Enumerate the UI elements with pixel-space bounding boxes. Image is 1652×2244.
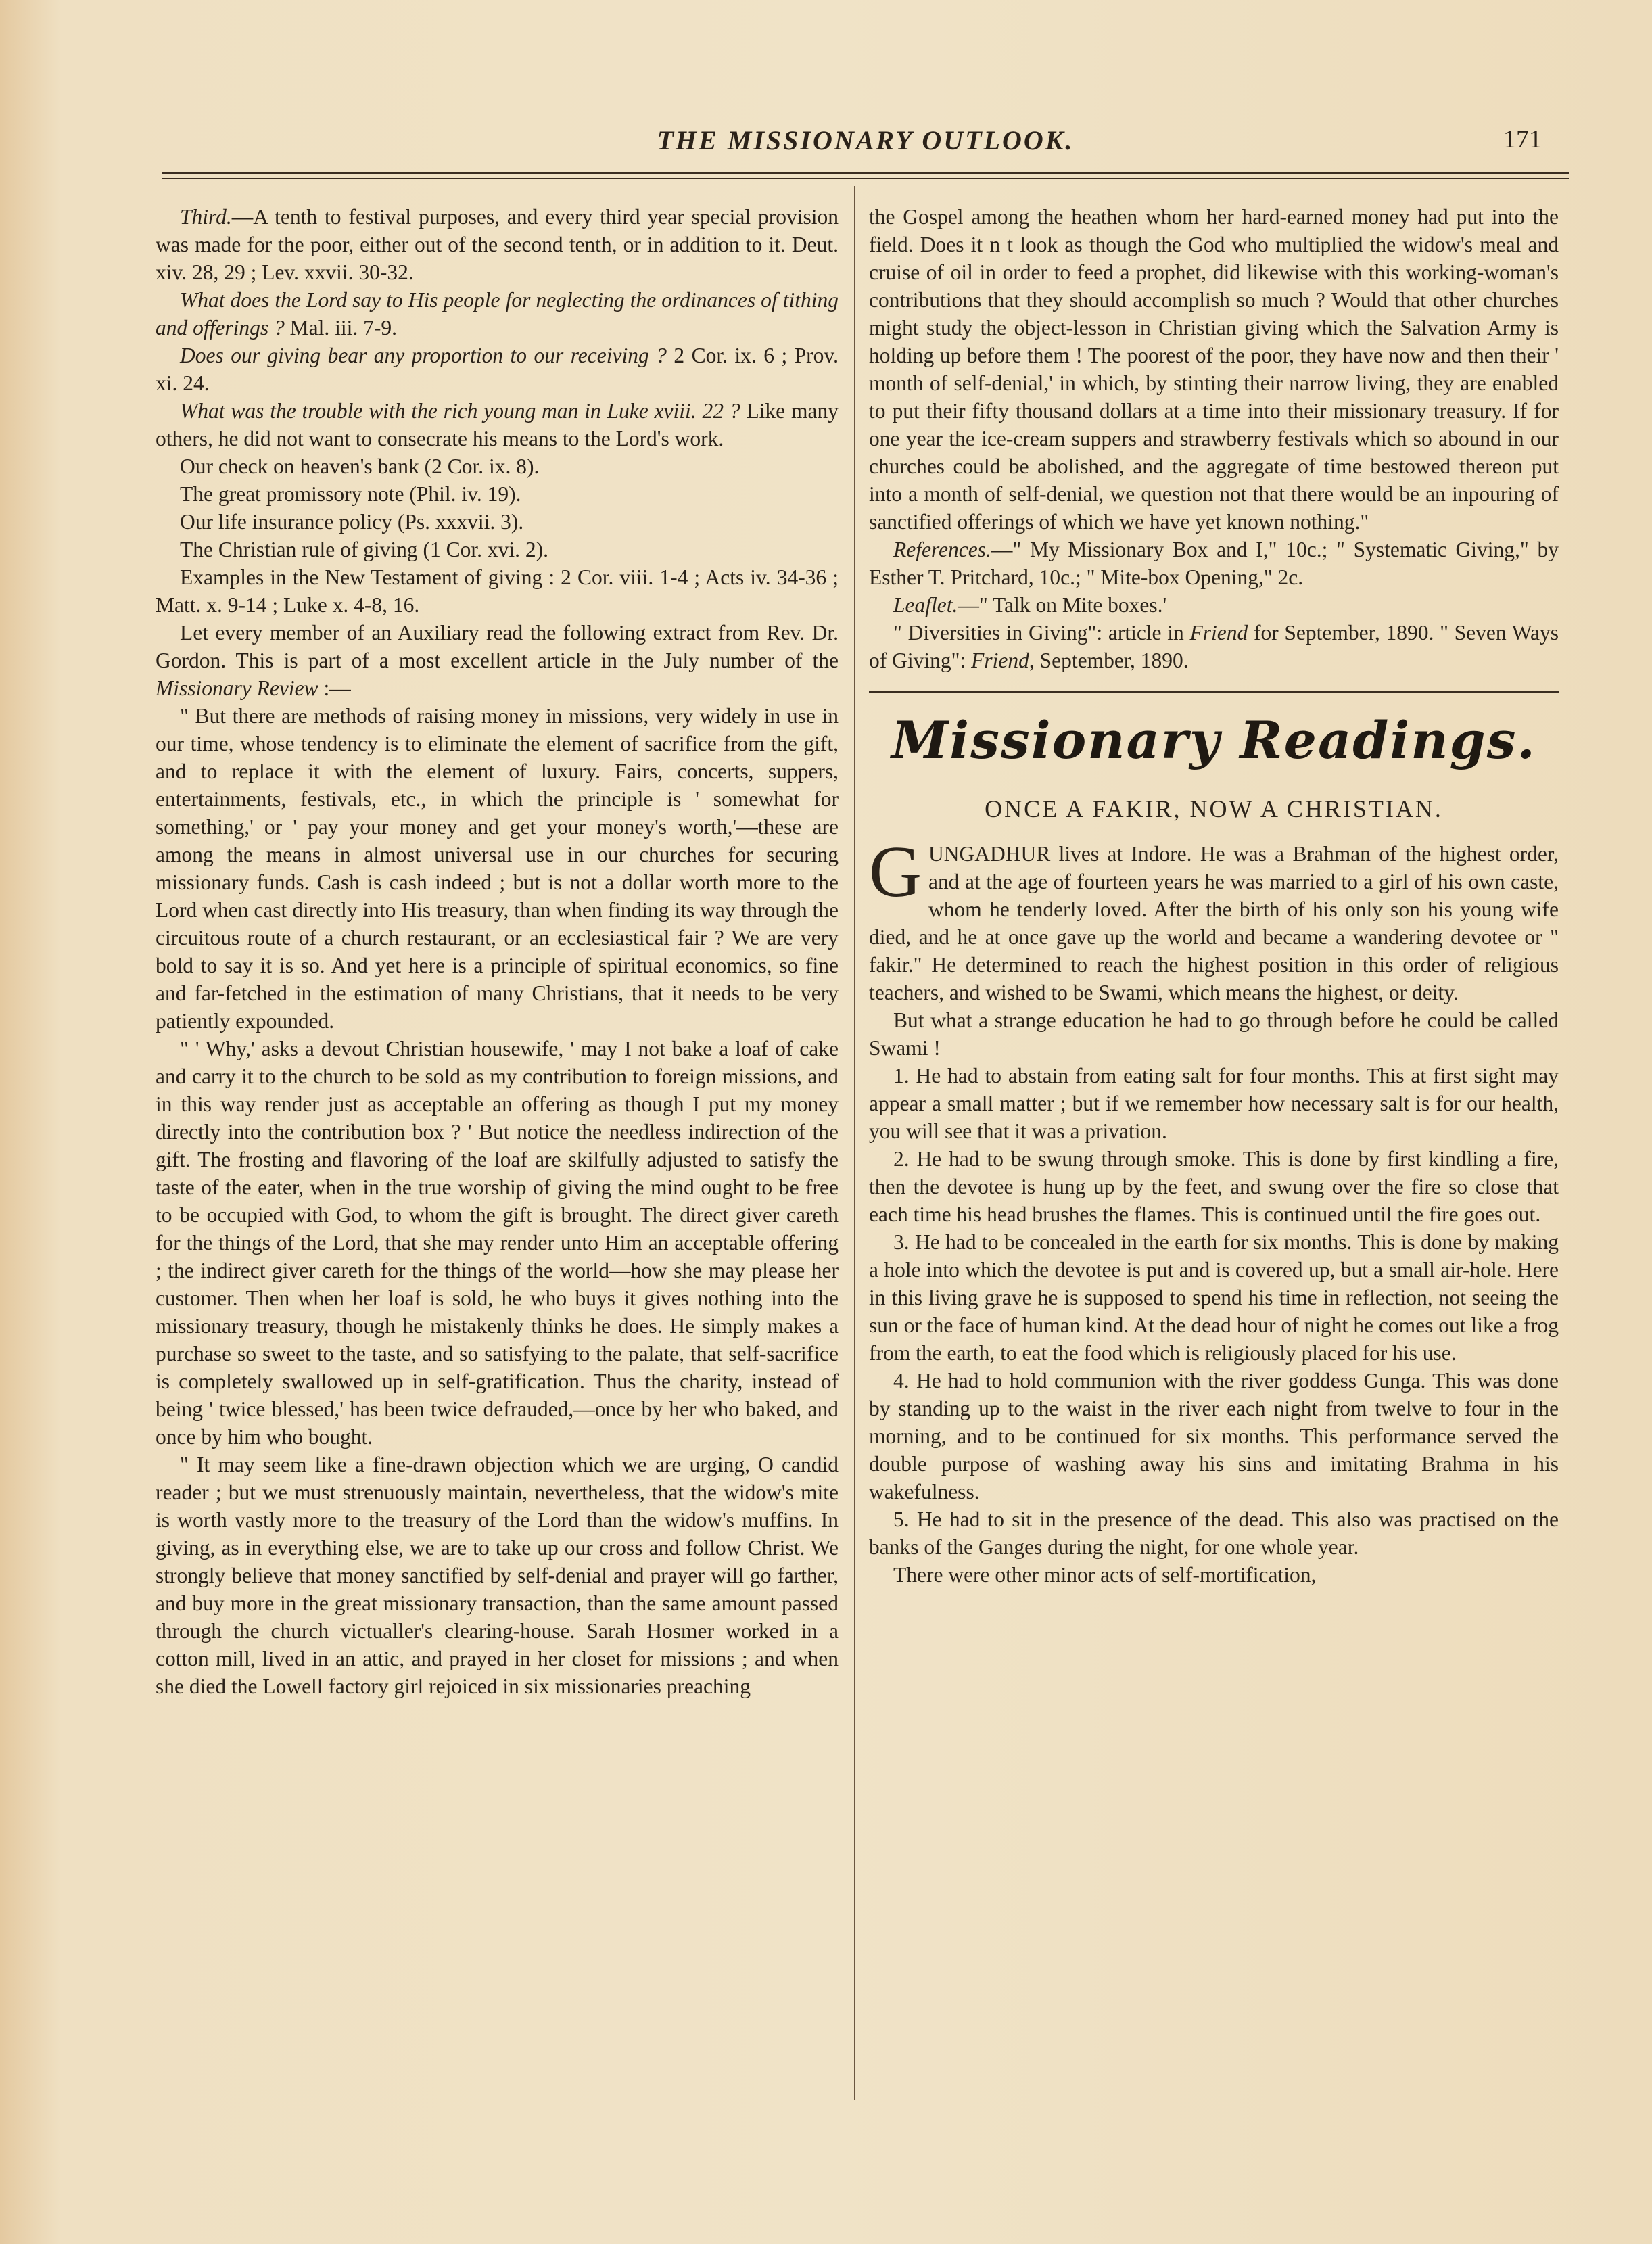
- references: [869, 536, 1559, 591]
- list-item: The Christian rule of giving (1 Cor. xvi. 2).: [180, 538, 549, 561]
- paragraph-text: UNGADHUR lives at Indore. He was a Brahman of the highest order, and at the age of fourteen years he was married to a girl of his own caste, whom he tenderly loved. After the birth of his only son his young wife died, and he at once gave up the world and became a wandering devotee or " fakir." He determined to reach the highest position in this order of religious teachers, and wished to be Swami, which means the highest, or deity.: [869, 842, 1559, 1004]
- page-number: 171: [1503, 125, 1542, 154]
- paragraph-intro: [156, 619, 839, 702]
- quoted-paragraph: " But there are methods of raising money in missions, very widely in use in our time, whose tendency is to eliminate the element of sacrifice from the gift, and to replace it with the element of luxury. Fairs, concerts, suppers, entertainments, festivals, etc., in which the principle is ' somewhat for something,' or ' pay your money and get your money's worth,'—these are among the means in almost universal use in our churches for securing missionary funds. Cash is cash indeed ; but is not a dollar worth more to the Lord when cast directly into His treasury, than when finding its way through the circuitous route of a church restaurant, or an ecclesiastical fair ? We are very bold to say it is so. And yet here is a principle of spiritual economics, so fine and far-fetched in the estimation of many Christians, that it needs to be very patiently expounded.: [156, 704, 839, 1033]
- diversities: [869, 619, 1559, 674]
- publication-name: Friend: [971, 649, 1029, 672]
- scripture-reference: Mal. iii. 7-9.: [284, 316, 398, 340]
- header-rule: [162, 172, 1569, 174]
- diversities-text: , September, 1890.: [1029, 649, 1189, 672]
- section-rule: [869, 691, 1559, 693]
- article-paragraph: There were other minor acts of self-mortification,: [893, 1563, 1317, 1587]
- paragraph-label: Third.: [180, 205, 232, 229]
- paragraph-text: —A tenth to festival purposes, and every third year special provision was made for the poor, either out of the second tenth, or in addition to it. Deut. xiv. 28, 29 ; Lev. xxvii. 30-32.: [156, 205, 839, 284]
- article-title: ONCE A FAKIR, NOW A CHRISTIAN.: [985, 795, 1443, 822]
- article-paragraph: 5. He had to sit in the presence of the dead. This also was practised on the banks of the Ganges during the night, for one whole year.: [869, 1507, 1559, 1559]
- column-divider: [854, 186, 855, 2100]
- leaflet: [869, 591, 1559, 619]
- leaflet-text: —" Talk on Mite boxes.': [958, 593, 1167, 617]
- publication-name: Missionary Review: [156, 676, 318, 700]
- article-paragraph-first: [869, 832, 1559, 1006]
- quoted-paragraph: " ' Why,' asks a devout Christian housewife, ' may I not bake a loaf of cake and carry it to the church to be sold as my contribution to foreign missions, and in this way render just as acceptable an offering as though I put my money directly into the contribution box ? ' But notice the needless indirection of the gift. The frosting and flavoring of the loaf are skilfully adjusted to satisfy the taste of the eater, when in the true worship of giving the mind ought to be free to be occupied with God, to whom the gift is brought. The direct giver careth for the things of the Lord, that she may render unto Him an acceptable offering ; the indirect giver careth for the things of the world—how she may please her customer. Then when her loaf is sold, he who buys it gives nothing into the missionary treasury, though he mistakenly thinks he does. He simply makes a purchase so sweet to the taste, and so satisfying to the palate, that self-sacrifice is completely swallowed up in self-gratification. Thus the charity, instead of being ' twice blessed,' has been twice defrauded,—once by her who baked, and once by him who bought.: [156, 1037, 839, 1449]
- diversities-text: for September, 1890. " Seven Ways of Giving":: [869, 621, 1559, 672]
- article-paragraph: 2. He had to be swung through smoke. This is done by first kindling a fire, then the devotee is hung up by the feet, and swung over the fire so close that each time his head brushes the flames. This is continued until the fire goes out.: [869, 1147, 1559, 1226]
- question-text: What does the Lord say to His people for neglecting the ordinances of tithing and offerings ?: [156, 288, 839, 340]
- list-item: Examples in the New Testament of giving : 2 Cor. viii. 1-4 ; Acts iv. 34-36 ; Matt. x. 9-14 ; Luke x. 4-8, 16.: [156, 565, 839, 617]
- paragraph-text: :—: [318, 676, 351, 700]
- article-paragraph: 1. He had to abstain from eating salt for four months. This at first sight may appear a small matter ; but if we remember how necessary salt is for our health, you will see that it was a privation.: [869, 1064, 1559, 1143]
- references-label: References.: [893, 538, 991, 561]
- paragraph-text: Like many others, he did not want to consecrate his means to the Lord's work.: [156, 399, 839, 450]
- list-item: Our life insurance policy (Ps. xxxvii. 3).: [180, 510, 524, 534]
- diversities-text: " Diversities in Giving": article in: [893, 621, 1190, 645]
- left-column: [156, 203, 839, 1700]
- page-header: [162, 120, 1569, 168]
- right-column: [869, 203, 1559, 1589]
- list-item: Our check on heaven's bank (2 Cor. ix. 8).: [180, 454, 540, 478]
- article-paragraph: But what a strange education he had to go through before he could be called Swami !: [869, 1008, 1559, 1060]
- quoted-paragraph: the Gospel among the heathen whom her hard-earned money had put into the field. Does it n t look as though the God who multiplied the widow's meal and cruise of oil in order to feed a prophet, did likewise with this working-woman's contributions that they should accomplish so much ? Would that other churches might study the object-lesson in Christian giving which the Salvation Army is holding up before them ! The poorest of the poor, they have now and then their ' month of self-denial,' in which, by stinting their narrow living, they are enabled to put their fifty thousand dollars at a time into their missionary treasury. If for one year the ice-cream suppers and strawberry festivals which so abound in our churches could be abolished, and the aggregate of time bestowed thereon put into a month of self-denial, we question not that there would be an inpouring of sanctified offerings of which we have yet known nothing.": [869, 205, 1559, 534]
- paragraph-question: [156, 286, 839, 342]
- paragraph-question: [156, 397, 839, 452]
- scripture-reference: 2 Cor. ix. 6 ; Prov. xi. 24.: [156, 344, 839, 395]
- references-text: —" My Missionary Box and I," 10c.; " Systematic Giving," by Esther T. Pritchard, 10c.; " Mite-box Opening," 2c.: [869, 538, 1559, 589]
- leaflet-label: Leaflet.: [893, 593, 958, 617]
- article-paragraph: 4. He had to hold communion with the river goddess Gunga. This was done by standing up to the waist in the river each night from twelve to four in the morning, and to be continued for six months. This performance served the double purpose of washing away his sins and imitating Brahma in his wakefulness.: [869, 1369, 1559, 1503]
- list-item: The great promissory note (Phil. iv. 19).: [180, 482, 521, 506]
- publication-name: Friend: [1189, 621, 1248, 645]
- paragraph-text: Let every member of an Auxiliary read the following extract from Rev. Dr. Gordon. This is part of a most excellent article in the July number of the: [156, 621, 839, 672]
- question-text: Does our giving bear any proportion to our receiving ?: [180, 344, 667, 367]
- quoted-paragraph: " It may seem like a fine-drawn objection which we are urging, O candid reader ; but we must strenuously maintain, nevertheless, that the widow's mite is worth vastly more to the treasury of the Lord than the widow's muffins. In giving, as in everything else, we are to take up our cross and follow Christ. We strongly believe that money sanctified by self-denial and prayer will go farther, and buy more in the great missionary transaction, than the same amount passed through the church victualler's clearing-house. Sarah Hosmer worked in a cotton mill, lived in an attic, and prayed in her closet for missions ; and when she died the Lowell factory girl rejoiced in six missionaries preaching: [156, 1453, 839, 1698]
- header-rule-secondary: [162, 178, 1569, 179]
- section-heading: Missionary Readings.: [891, 710, 1536, 770]
- running-title: THE MISSIONARY OUTLOOK.: [657, 125, 1075, 156]
- drop-cap: G: [869, 832, 922, 912]
- question-text: What was the trouble with the rich young man in Luke xviii. 22 ?: [180, 399, 740, 423]
- paragraph-question: [156, 342, 839, 397]
- paragraph-third: [156, 203, 839, 286]
- article-paragraph: 3. He had to be concealed in the earth for six months. This is done by making a hole into which the devotee is put and is covered up, but a small air-hole. Here in this living grave he is supposed to spend his time in reflection, not seeing the sun or the face of human kind. At the dead hour of night he comes out like a frog from the earth, to eat the food which is religiously placed for his use.: [869, 1230, 1559, 1365]
